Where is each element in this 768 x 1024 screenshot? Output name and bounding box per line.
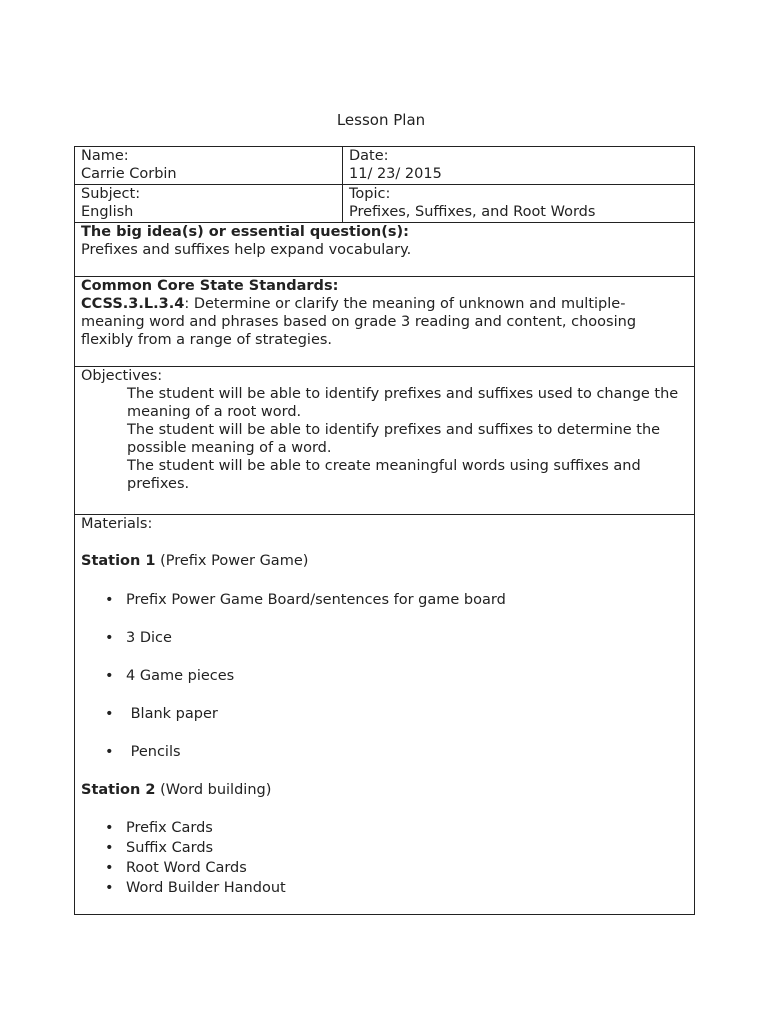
date-cell (343, 147, 694, 184)
list-item: • Suffix Cards (126, 838, 688, 858)
list-item: • Pencils (126, 743, 688, 761)
objectives-section (75, 366, 694, 514)
objective-item: The student will be able to identify prefixes and suffixes used to change the meaning of a root word. (127, 386, 679, 420)
standard-text: : Determine or clarify the meaning of unknown and multiple-meaning word and phrases based on grade 3 reading and content, choosing flexibly from a range of strategies. (81, 296, 637, 348)
big-idea-heading: The big idea(s) or essential question(s): (81, 224, 409, 240)
subject-value: English (81, 204, 134, 220)
list-item: • Root Word Cards (126, 858, 688, 878)
list-item: • 3 Dice (126, 629, 688, 647)
list-item: • Prefix Cards (126, 818, 688, 838)
big-idea-text: Prefixes and suffixes help expand vocabulary. (81, 242, 412, 258)
date-label: Date: (349, 148, 389, 164)
big-idea-section (75, 222, 694, 276)
objective-item: The student will be able to identify prefixes and suffixes to determine the possible meaning of a word. (127, 422, 661, 456)
station-2-list (81, 818, 688, 898)
subject-topic-row (75, 184, 694, 222)
station-1-subtitle: (Prefix Power Game) (160, 553, 309, 569)
list-item: • Blank paper (126, 705, 688, 723)
materials-section (75, 514, 694, 913)
name-date-row (75, 147, 694, 184)
page-title: Lesson Plan (336, 111, 426, 129)
station-1-title: Station 1 (81, 553, 156, 569)
name-cell (75, 147, 343, 184)
subject-label: Subject: (81, 186, 141, 202)
name-value: Carrie Corbin (81, 166, 177, 182)
list-item: • Word Builder Handout (126, 878, 688, 898)
topic-label: Topic: (349, 186, 391, 202)
materials-label: Materials: (81, 516, 153, 532)
objective-item: The student will be able to create meaningful words using suffixes and prefixes. (127, 458, 641, 492)
list-item: • Prefix Power Game Board/sentences for game board (126, 591, 688, 609)
topic-cell (343, 185, 694, 222)
standards-section (75, 276, 694, 366)
lesson-plan-table (74, 146, 695, 915)
standard-code: CCSS.3.L.3.4 (81, 296, 185, 312)
name-label: Name: (81, 148, 129, 164)
station-1-heading (81, 552, 688, 570)
standards-body (81, 295, 688, 349)
list-item: • 4 Game pieces (126, 667, 688, 685)
station-2-title: Station 2 (81, 782, 156, 798)
date-value: 11/ 23/ 2015 (349, 166, 442, 182)
station-2-subtitle: (Word building) (160, 782, 272, 798)
standards-heading: Common Core State Standards: (81, 278, 339, 294)
station-2-heading (81, 781, 688, 799)
subject-cell (75, 185, 343, 222)
objectives-label: Objectives: (81, 368, 163, 384)
station-1-list (81, 591, 688, 761)
topic-value: Prefixes, Suffixes, and Root Words (349, 204, 596, 220)
